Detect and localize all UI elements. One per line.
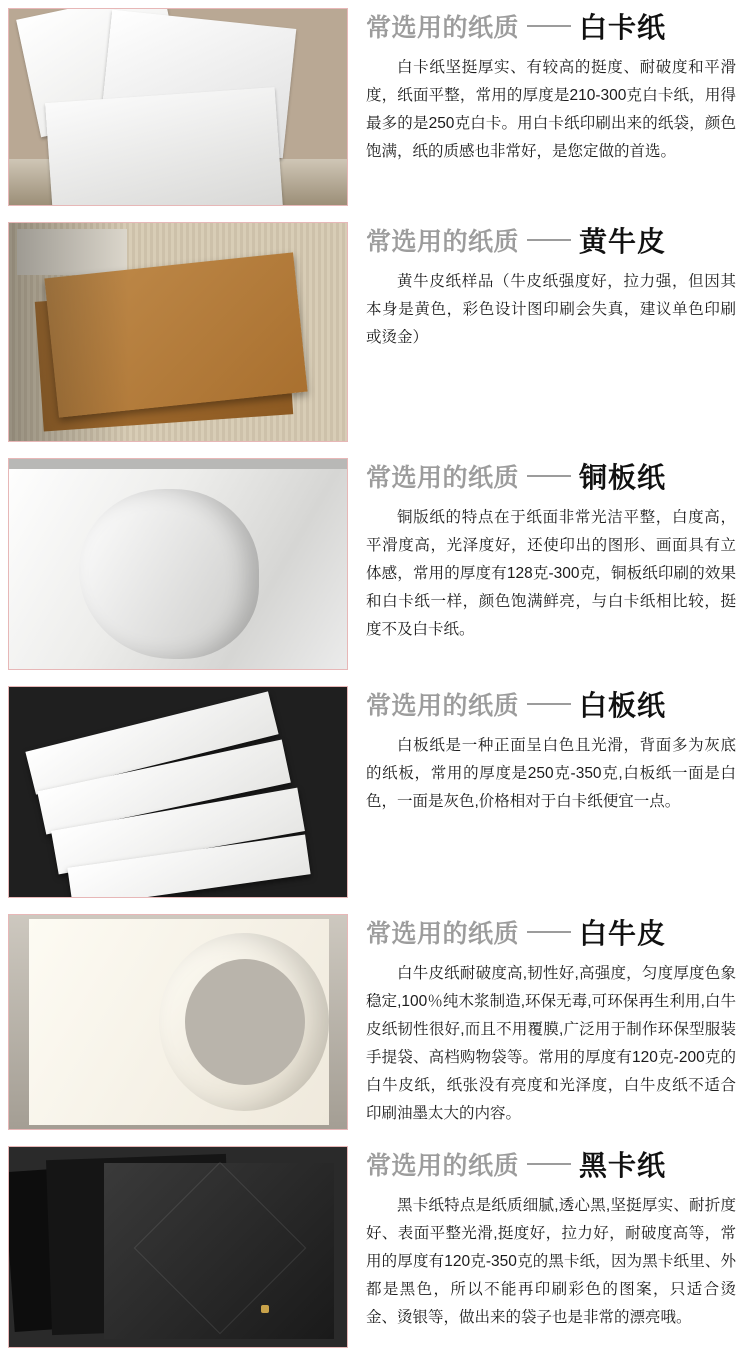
section-coated-paper: [0, 450, 750, 678]
section-body: 黑卡纸特点是纸质细腻,透心黑,坚挺厚实、耐折度好、表面平整光滑,挺度好，拉力好，耐破度高等，常用的厚度有120克-350克的黑卡纸，因为黑卡纸里、外都是黑色，所以不能再印刷彩色的图案，只适合烫金、烫银等，做出来的袋子也是非常的漂亮哦。: [366, 1197, 736, 1326]
section-heading: [366, 684, 736, 724]
heading-dash-icon: [527, 25, 571, 27]
heading-lead: 常选用的纸质: [366, 692, 520, 720]
section-yellow-kraft: [0, 214, 750, 450]
heading-dash-icon: [527, 703, 571, 705]
section-text: [348, 906, 750, 1128]
black-cardboard-photo: [8, 1146, 348, 1348]
section-heading: [366, 6, 736, 46]
white-kraft-photo: [8, 914, 348, 1130]
heading-keyword: 白卡纸: [579, 12, 667, 43]
section-text: [348, 678, 750, 816]
section-text: [348, 0, 750, 166]
section-body: 铜版纸的特点在于纸面非常光洁平整，白度高，平滑度高，光泽度好，还使印出的图形、画面具有立体感，常用的厚度有128克-300克，铜板纸印刷的效果和白卡纸一样，颜色饱满鲜亮，与白卡纸相比较，挺度不及白卡纸。: [366, 509, 736, 638]
section-white-cardboard: [0, 0, 750, 214]
heading-dash-icon: [527, 1163, 571, 1165]
heading-keyword: 黑卡纸: [579, 1150, 667, 1181]
yellow-kraft-photo: [8, 222, 348, 442]
section-white-kraft: [0, 906, 750, 1138]
section-heading: [366, 456, 736, 496]
heading-lead: 常选用的纸质: [366, 1152, 520, 1180]
heading-lead: 常选用的纸质: [366, 14, 520, 42]
heading-lead: 常选用的纸质: [366, 228, 520, 256]
section-body: 白板纸是一种正面呈白色且光滑，背面多为灰底的纸板，常用的厚度是250克-350克,白板纸一面是白色，一面是灰色,价格相对于白卡纸便宜一点。: [366, 737, 736, 810]
heading-keyword: 铜板纸: [579, 462, 667, 493]
section-heading: [366, 912, 736, 952]
white-cardboard-photo: [8, 8, 348, 206]
section-body: 白卡纸坚挺厚实、有较高的挺度、耐破度和平滑度，纸面平整，常用的厚度是210-300克白卡纸，用得最多的是250克白卡。用白卡纸印刷出来的纸袋，颜色饱满，纸的质感也非常好，是您定做的首选。: [366, 59, 736, 160]
whiteboard-paper-photo: [8, 686, 348, 898]
section-body: 黄牛皮纸样品（牛皮纸强度好，拉力强，但因其本身是黄色，彩色设计图印刷会失真，建议单色印刷或烫金）: [366, 273, 736, 346]
section-text: [348, 214, 750, 352]
section-heading: [366, 220, 736, 260]
heading-dash-icon: [527, 239, 571, 241]
section-body: 白牛皮纸耐破度高,韧性好,高强度，匀度厚度色象稳定,100％纯木浆制造,环保无毒,可环保再生利用,白牛皮纸韧性很好,而且不用覆膜,广泛用于制作环保型服装手提袋、高档购物袋等。常用的厚度有120克-200克的白牛皮纸，纸张没有亮度和光泽度，白牛皮纸不适合印刷油墨太大的内容。: [366, 965, 736, 1122]
heading-dash-icon: [527, 931, 571, 933]
heading-keyword: 白牛皮: [579, 918, 667, 949]
section-text: [348, 450, 750, 644]
section-black-cardboard: [0, 1138, 750, 1356]
section-heading: [366, 1144, 736, 1184]
heading-lead: 常选用的纸质: [366, 920, 520, 948]
heading-keyword: 白板纸: [579, 690, 667, 721]
section-whiteboard-paper: [0, 678, 750, 906]
section-text: [348, 1138, 750, 1332]
heading-lead: 常选用的纸质: [366, 464, 520, 492]
heading-dash-icon: [527, 475, 571, 477]
heading-keyword: 黄牛皮: [579, 226, 667, 257]
coated-paper-photo: [8, 458, 348, 670]
